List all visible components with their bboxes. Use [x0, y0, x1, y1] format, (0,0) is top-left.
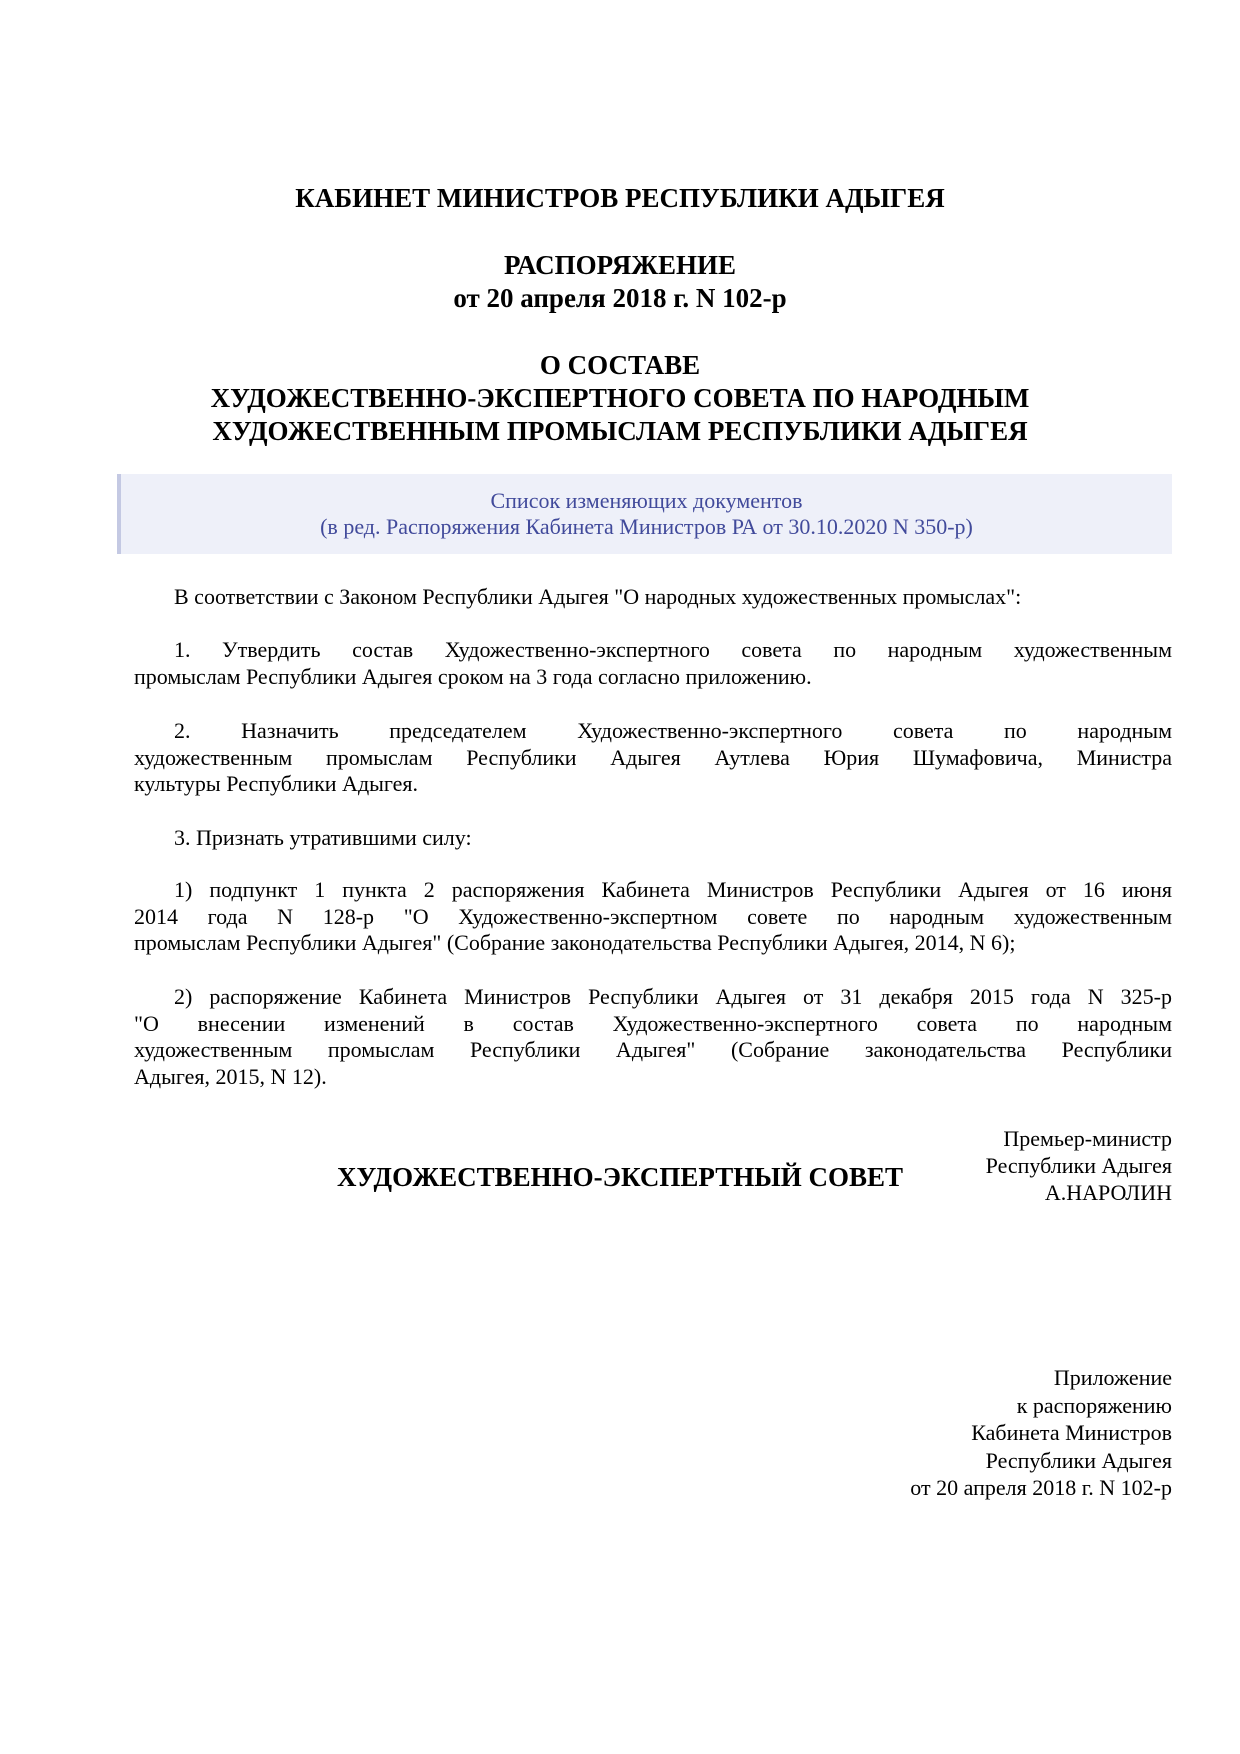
item-2-line-1: 2. Назначить председателем Художественно-экспертного совета по народным: [174, 718, 1172, 743]
doc-date-number: от 20 апреля 2018 г. N 102-р: [453, 283, 787, 313]
subject-line-3: ХУДОЖЕСТВЕННЫМ ПРОМЫСЛАМ РЕСПУБЛИКИ АДЫГЕЯ: [212, 416, 1028, 446]
item-1-paragraph: [134, 637, 1172, 690]
doc-type: РАСПОРЯЖЕНИЕ: [503, 250, 737, 280]
item-3-1-line-1: 1) подпункт 1 пункта 2 распоряжения Кабинета Министров Республики Адыгея от 16 июня: [174, 877, 1172, 902]
item-2-paragraph: [134, 718, 1172, 798]
item-2-line-3: культуры Республики Адыгея.: [134, 771, 419, 796]
changes-title: Список изменяющих документов: [490, 488, 803, 513]
signature-position: Премьер-министр: [1003, 1126, 1172, 1151]
signature-name: А.НАРОЛИН: [1044, 1180, 1172, 1205]
item-3-2-paragraph: [134, 984, 1172, 1090]
item-3-1-line-2: 2014 года N 128-р "О Художественно-экспертном совете по народным художественным: [134, 903, 1172, 929]
item-3-2-line-1: 2) распоряжение Кабинета Министров Республики Адыгея от 31 декабря 2015 года N 325-р: [174, 984, 1172, 1009]
appendix-line-5: от 20 апреля 2018 г. N 102-р: [910, 1475, 1172, 1500]
item-3-1-paragraph: [134, 877, 1172, 957]
changes-entry: (в ред. Распоряжения Кабинета Министров РА от 30.10.2020 N 350-р): [320, 514, 973, 539]
signature-region: Республики Адыгея: [985, 1153, 1172, 1178]
item-3-paragraph: [134, 825, 1172, 852]
appendix-reference: [910, 1364, 1172, 1502]
intro-text: В соответствии с Законом Республики Адыгея "О народных художественных промыслах":: [174, 584, 1022, 609]
authority-heading: КАБИНЕТ МИНИСТРОВ РЕСПУБЛИКИ АДЫГЕЯ: [295, 183, 945, 213]
subject-line-2: ХУДОЖЕСТВЕННО-ЭКСПЕРТНОГО СОВЕТА ПО НАРОДНЫМ: [210, 383, 1030, 413]
council-heading: ХУДОЖЕСТВЕННО-ЭКСПЕРТНЫЙ СОВЕТ: [336, 1162, 904, 1192]
changes-list-box: [117, 474, 1172, 554]
item-3-2-line-4: Адыгея, 2015, N 12).: [134, 1063, 327, 1089]
appendix-line-4: Республики Адыгея: [985, 1447, 1172, 1473]
item-3-2-line-3: художественным промыслам Республики Адыгея" (Собрание законодательства Республики: [134, 1037, 1172, 1062]
subject-heading: [0, 349, 1240, 448]
item-2-line-2: художественным промыслам Республики Адыгея Аутлева Юрия Шумафовича, Министра: [134, 744, 1172, 770]
order-heading: [0, 249, 1240, 315]
appendix-line-3: Кабинета Министров: [971, 1420, 1172, 1445]
item-1-line-1: 1. Утвердить состав Художественно-экспертного совета по народным художественным: [174, 637, 1172, 662]
appendix-line-2: к распоряжению: [1016, 1392, 1172, 1418]
intro-paragraph: [134, 584, 1172, 611]
appendix-line-1: Приложение: [1053, 1365, 1172, 1390]
item-3-2-line-2: "О внесении изменений в состав Художественно-экспертного совета по народным: [134, 1010, 1172, 1036]
item-3-text: 3. Признать утратившими силу:: [174, 825, 472, 850]
item-1-line-2: промыслам Республики Адыгея сроком на 3 года согласно приложению.: [134, 663, 812, 689]
changes-list-text: [121, 488, 1172, 540]
subject-line-1: О СОСТАВЕ: [539, 350, 701, 380]
item-3-1-line-3: промыслам Республики Адыгея" (Собрание законодательства Республики Адыгея, 2014, N 6);: [134, 930, 1016, 955]
